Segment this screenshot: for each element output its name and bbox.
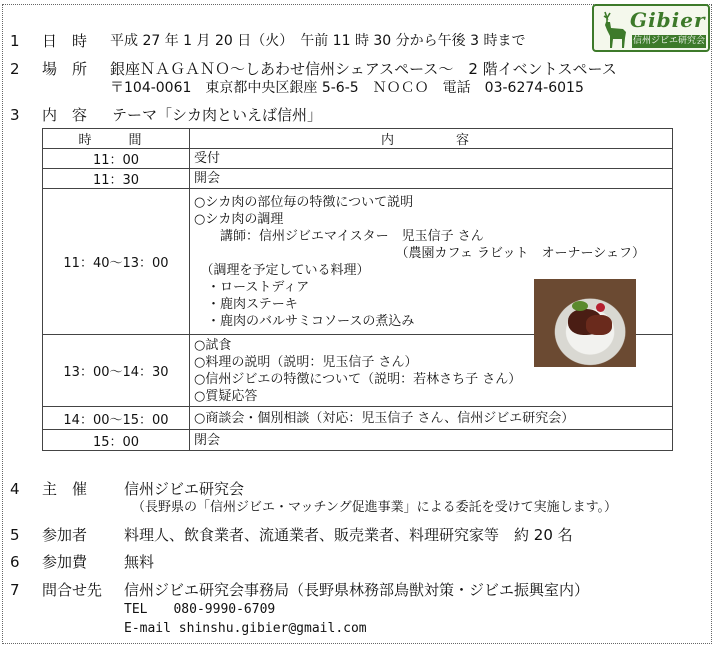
table-cell-time: 13：00〜14：30 bbox=[43, 335, 190, 407]
table-cell-time: 15：00 bbox=[43, 430, 190, 451]
item-number: 7 bbox=[10, 581, 20, 599]
item-value-theme: テーマ「シカ肉といえば信州」 bbox=[112, 106, 323, 124]
logo-word: Gibier bbox=[630, 8, 706, 32]
gibier-logo bbox=[592, 4, 710, 52]
deer-icon bbox=[596, 8, 630, 50]
logo-subtitle: 信州ジビエ研究会 bbox=[632, 36, 705, 46]
table-cell-content: ○商談会・個別相談（対応：児玉信子 さん、信州ジビエ研究会） bbox=[190, 407, 673, 430]
item-number: 3 bbox=[10, 106, 20, 124]
item-value-datetime: 平成 27 年 1 月 20 日（火） 午前 11 時 30 分から午後 3 時まで bbox=[110, 33, 526, 49]
contact-email[interactable]: E-mail shinshu.gibier@gmail.com bbox=[124, 621, 367, 636]
table-cell-content: 受付 bbox=[190, 149, 673, 169]
table-cell-time: 14：00〜15：00 bbox=[43, 407, 190, 430]
item-number: 6 bbox=[10, 553, 20, 571]
table-cell-time: 11：00 bbox=[43, 149, 190, 169]
item-label-participants: 参加者 bbox=[42, 526, 88, 544]
table-cell-content: 開会 bbox=[190, 169, 673, 189]
item-label-fee: 参加費 bbox=[42, 553, 88, 571]
item-label-datetime: 日 時 bbox=[42, 32, 88, 50]
table-header-time: 時 間 bbox=[43, 129, 190, 149]
item-label-venue: 場 所 bbox=[42, 60, 88, 78]
contact-tel: TEL 080-9990-6709 bbox=[124, 602, 276, 617]
item-value-participants: 料理人、飲食業者、流通業者、販売業者、料理研究家等 約 20 名 bbox=[124, 526, 573, 544]
venison-dish-photo bbox=[534, 279, 636, 367]
table-cell-content: 閉会 bbox=[190, 430, 673, 451]
item-number: 2 bbox=[10, 60, 20, 78]
table-cell-time: 11：30 bbox=[43, 169, 190, 189]
table-header-content: 内 容 bbox=[190, 129, 673, 149]
item-label-content: 内 容 bbox=[42, 106, 88, 124]
item-number: 1 bbox=[10, 32, 20, 50]
item-label-organizer: 主 催 bbox=[42, 480, 88, 498]
item-value-venue: 銀座ＮＡＧＡＮＯ〜しあわせ信州シェアスペース〜 2 階イベントスペース bbox=[110, 60, 617, 78]
item-value-fee: 無料 bbox=[124, 553, 155, 571]
item-number: 5 bbox=[10, 526, 20, 544]
item-value-venue-address: 〒104-0061 東京都中央区銀座 5-6-5 ＮＯＣＯ 電話 03-6274-6015 bbox=[110, 80, 584, 96]
item-value-organizer-note: （長野県の「信州ジビエ・マッチング促進事業」による委託を受けて実施します。） bbox=[132, 500, 618, 515]
table-cell-time: 11：40〜13：00 bbox=[43, 189, 190, 335]
item-label-contact: 問合せ先 bbox=[42, 581, 103, 599]
item-value-contact: 信州ジビエ研究会事務局（長野県林務部鳥獣対策・ジビエ振興室内） bbox=[124, 581, 590, 599]
table-cell-content: ○シカ肉の部位毎の特徴について説明 ○シカ肉の調理 講師：信州ジビエマイスター 児玉信子 さん （農園カフェ ラビット オーナーシェフ） （調理を予定している料理） ・ローストディア ・鹿肉ステーキ ・鹿肉のバルサミコソースの煮込み bbox=[190, 189, 673, 335]
item-value-organizer: 信州ジビエ研究会 bbox=[124, 480, 245, 498]
table-cell-content: ○試食 ○料理の説明（説明：児玉信子 さん） ○信州ジビエの特徴について（説明：若林さち子 さん） ○質疑応答 bbox=[190, 335, 673, 407]
item-number: 4 bbox=[10, 480, 20, 498]
